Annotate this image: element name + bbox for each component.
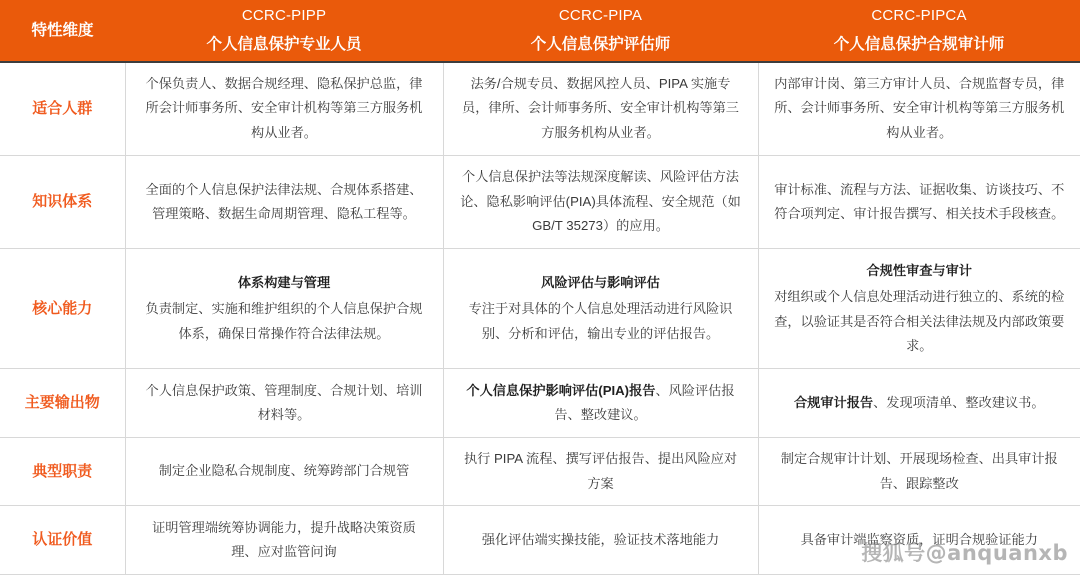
table-cell	[758, 249, 1080, 369]
header-dimension-label: 特性维度	[0, 0, 125, 62]
row-dimension-label: 知识体系	[0, 155, 125, 248]
header-col-pipca	[758, 0, 1080, 62]
cell-text: 个人信息保护法等法规深度解读、风险评估方法论、隐私影响评估(PIA)具体流程、安全规范（如 GB/T 35273）的应用。	[460, 169, 741, 234]
cell-inline-lead: 合规审计报告	[793, 394, 874, 410]
cell-text: 专注于对具体的个人信息处理活动进行风险识别、分析和评估，输出专业的评估报告。	[468, 301, 733, 341]
header-col-pipa-code: CCRC-PIPA	[558, 7, 643, 24]
row-dimension-label: 主要输出物	[0, 369, 125, 438]
row-dimension-label: 认证价值	[0, 506, 125, 575]
table-row	[0, 62, 1080, 156]
table-body	[0, 62, 1080, 575]
cell-text: 、风险评估报告、整改建议。	[554, 382, 735, 422]
table-cell	[758, 506, 1080, 575]
table-cell	[758, 437, 1080, 506]
cell-lead-title: 体系构建与管理	[237, 274, 331, 290]
cell-lead-title: 合规性审查与审计	[866, 262, 972, 278]
table-cell	[125, 369, 443, 438]
table-cell	[125, 249, 443, 369]
cell-text: 证明管理端统筹协调能力，提升战略决策资质理、应对监管问询	[152, 519, 416, 560]
table-cell	[443, 437, 758, 506]
cell-text: 内部审计岗、第三方审计人员、合规监督专员，律所、会计师事务所、安全审计机构等第三方服务机构从业者。	[774, 76, 1065, 140]
header-col-pipp-name: 个人信息保护专业人员	[206, 36, 362, 53]
table-row	[0, 155, 1080, 248]
header-col-pipp-code: CCRC-PIPP	[241, 7, 327, 24]
header-col-pipp	[125, 0, 443, 62]
table-header	[0, 0, 1080, 62]
table-cell	[443, 62, 758, 156]
cell-text: 全面的个人信息保护法律法规、合规体系搭建、管理策略、数据生命周期管理、隐私工程等。	[145, 181, 423, 221]
cell-text: 负责制定、实施和维护组织的个人信息保护合规体系，确保日常操作符合法律法规。	[145, 301, 423, 341]
table-row	[0, 437, 1080, 506]
table-cell	[125, 437, 443, 506]
table-cell	[758, 62, 1080, 156]
row-dimension-label: 典型职责	[0, 437, 125, 506]
table-cell	[758, 369, 1080, 438]
watermark: 搜狐号@anquanxb	[861, 541, 1068, 565]
table-row	[0, 249, 1080, 369]
table-cell	[758, 155, 1080, 248]
cell-text: 制定企业隐私合规制度、统筹跨部门合规管	[158, 463, 410, 479]
cell-text: 制定合规审计计划、开展现场检查、出具审计报告、跟踪整改	[780, 451, 1058, 491]
table-row	[0, 506, 1080, 575]
row-dimension-label: 适合人群	[0, 62, 125, 156]
cell-text: 个人信息保护政策、管理制度、合规计划、培训材料等。	[145, 382, 423, 422]
row-dimension-label: 核心能力	[0, 249, 125, 369]
table-cell	[125, 62, 443, 156]
table-row	[0, 369, 1080, 438]
cell-inline-lead: 个人信息保护影响评估(PIA)报告	[466, 382, 656, 398]
cell-text: 、发现项清单、整改建议书。	[873, 394, 1045, 410]
cell-lead-title: 风险评估与影响评估	[541, 274, 660, 290]
header-col-pipa-name: 个人信息保护评估师	[530, 36, 671, 53]
cell-text: 具备审计端监察资质，证明合规验证能力	[800, 531, 1038, 547]
cell-text: 法务/合规专员、数据风控人员、PIPA 实施专员，律所、会计师事务所、安全审计机构等第三方服务机构从业者。	[462, 76, 739, 140]
table-cell	[125, 506, 443, 575]
cell-text: 对组织或个人信息处理活动进行独立的、系统的检查，以验证其是否符合相关法律法规及内部政策要求。	[774, 289, 1065, 354]
header-col-pipca-code: CCRC-PIPCA	[871, 7, 967, 24]
table-cell	[443, 369, 758, 438]
header-row	[0, 0, 1080, 62]
header-col-pipa	[443, 0, 758, 62]
table-cell	[125, 155, 443, 248]
table-cell	[443, 249, 758, 369]
cell-text: 审计标准、流程与方法、证据收集、访谈技巧、不符合项判定、审计报告撰写、相关技术手段核查。	[774, 181, 1065, 221]
cell-text: 个保负责人、数据合规经理、隐私保护总监，律所会计师事务所、安全审计机构等第三方服务机构从业者。	[145, 76, 423, 140]
table-cell	[443, 155, 758, 248]
table-cell	[443, 506, 758, 575]
header-col-pipca-name: 个人信息保护合规审计师	[833, 36, 1005, 53]
cell-text: 执行 PIPA 流程、撰写评估报告、提出风险应对方案	[463, 451, 738, 491]
cell-text: 强化评估端实操技能，验证技术落地能力	[481, 531, 720, 547]
